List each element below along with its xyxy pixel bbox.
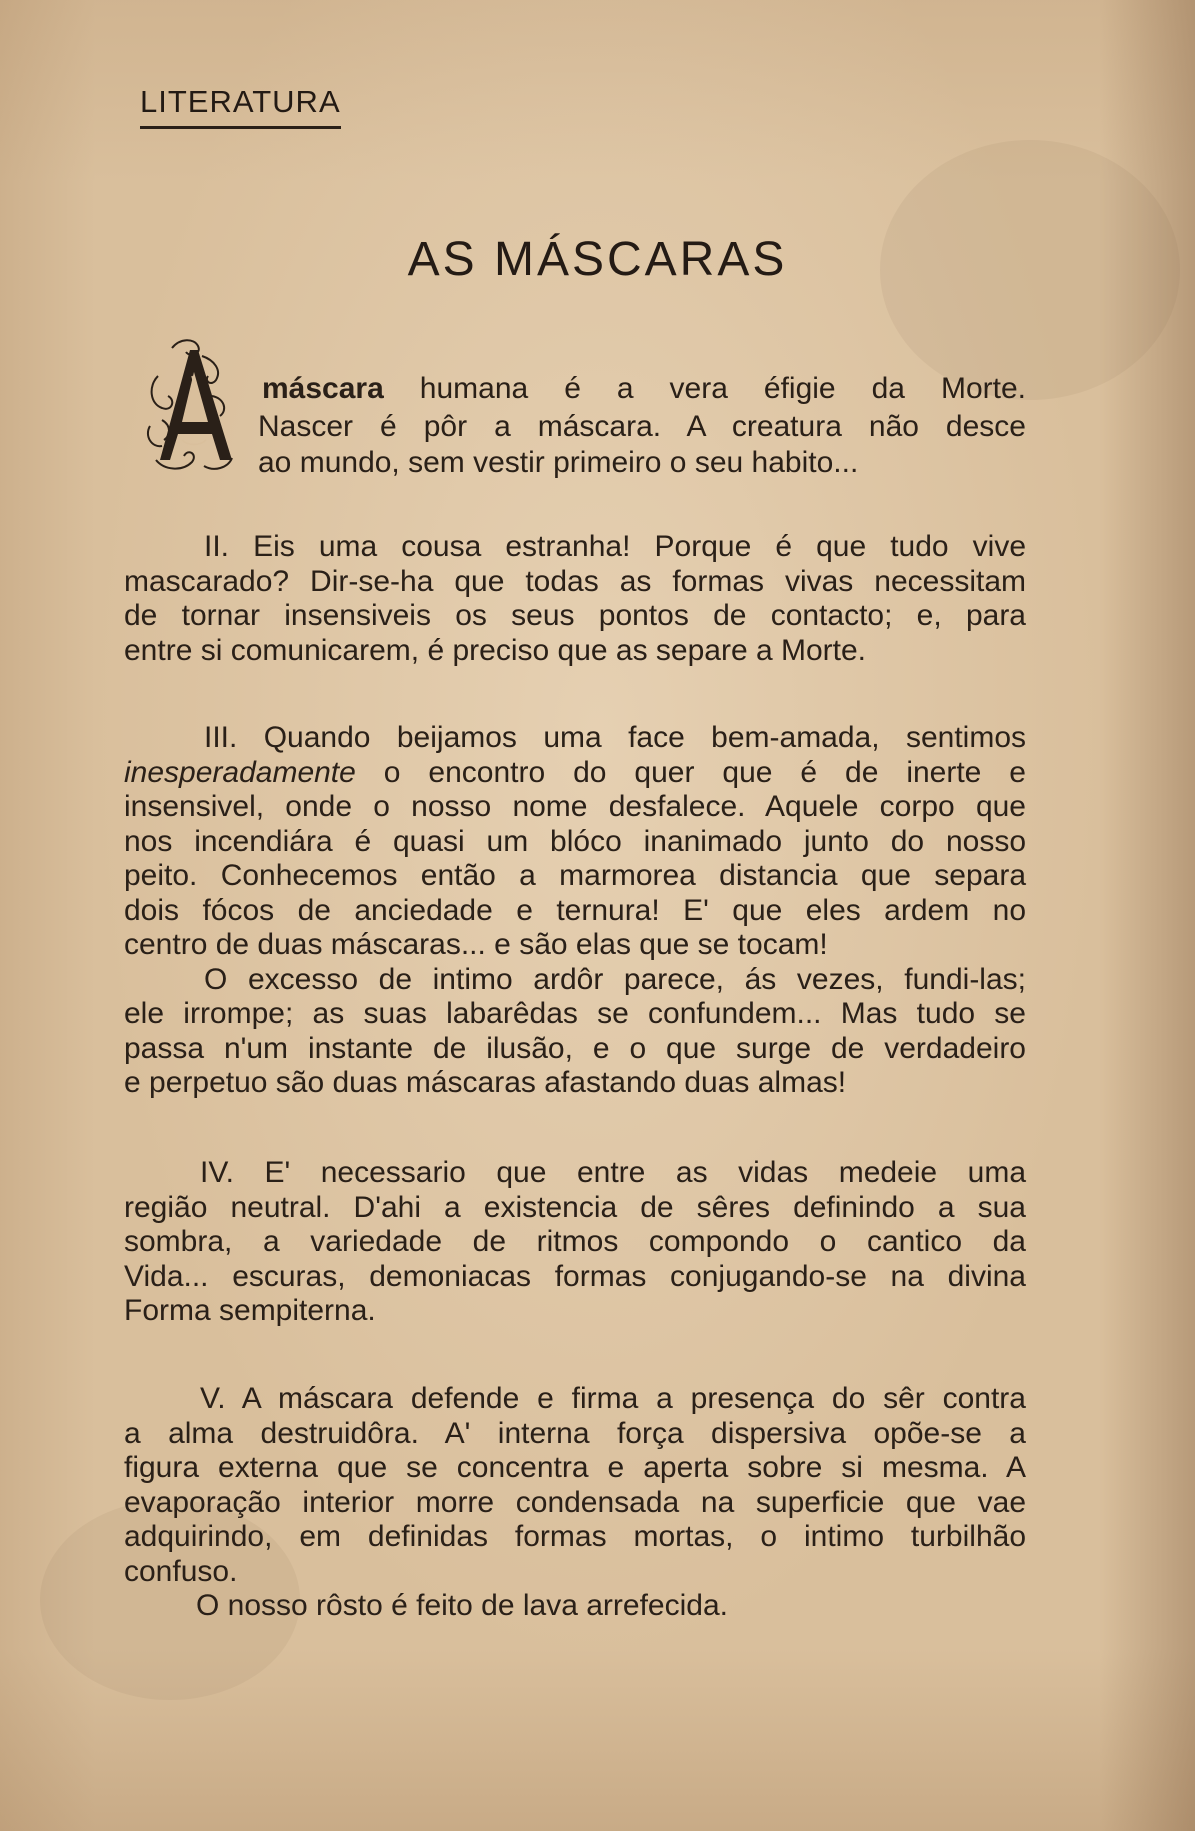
text-line: ao mundo, sem vestir primeiro o seu habito... xyxy=(258,446,859,479)
section-label: LITERATURA xyxy=(140,84,341,129)
paragraph-1-end xyxy=(258,446,958,481)
paragraph-2 xyxy=(124,530,1026,668)
paragraph-4 xyxy=(124,1156,1026,1329)
dropcap-ornament-icon xyxy=(142,336,242,476)
paragraph-1-cont xyxy=(258,410,1026,445)
text-line: peito. Conhecemos então a marmorea distancia que separa xyxy=(124,859,1026,892)
text-line: evaporação interior morre condensada na superficie que vae xyxy=(124,1485,1026,1519)
text-line: II. Eis uma cousa estranha! Porque é que tudo vive xyxy=(204,530,1026,563)
text-line: nos incendiára é quasi um blóco inanimado junto do nosso xyxy=(124,824,1026,858)
text-line: insensivel, onde o nosso nome desfalece. Aquele corpo que xyxy=(124,790,1026,823)
italic-word: inesperadamente xyxy=(124,755,356,789)
text-line: sombra, a variedade de ritmos compondo o cantico da xyxy=(124,1225,1026,1258)
text-line: figura externa que se concentra e aperta sobre si mesma. A xyxy=(124,1451,1026,1484)
text-span: humana é a vera éfigie da Morte. xyxy=(419,372,1026,405)
text-line: centro de duas máscaras... e são elas que se tocam! xyxy=(124,928,828,961)
paragraph-3 xyxy=(124,721,1026,1101)
text-line: ele irrompe; as suas labarêdas se confundem... Mas tudo se xyxy=(124,997,1026,1030)
text-line: passa n'um instante de ilusão, e o que surge de verdadeiro xyxy=(124,1031,1026,1065)
text-line: IV. E' necessario que entre as vidas medeie uma xyxy=(200,1156,1026,1189)
text-line: O nosso rôsto é feito de lava arrefecida. xyxy=(196,1589,728,1622)
text-line: a alma destruidôra. A' interna força dispersiva opõe-se a xyxy=(124,1416,1026,1450)
text-line: e perpetuo são duas máscaras afastando duas almas! xyxy=(124,1066,847,1099)
ornamental-dropcap xyxy=(142,336,242,476)
text-line: adquirindo, em definidas formas mortas, o intimo turbilhão xyxy=(124,1520,1026,1553)
article-title: AS MÁSCARAS xyxy=(407,233,788,286)
text-line: dois fócos de anciedade e ternura! E' que eles ardem no xyxy=(124,893,1026,927)
text-line: Vida... escuras, demoniacas formas conjugando-se na divina xyxy=(124,1259,1026,1293)
text-line: V. A máscara defende e firma a presença do sêr contra xyxy=(200,1382,1026,1415)
text-line: III. Quando beijamos uma face bem-amada, sentimos xyxy=(204,721,1026,754)
text-line xyxy=(262,372,1026,407)
text-line xyxy=(124,756,1026,791)
paragraph-5 xyxy=(124,1382,1026,1624)
text-line: mascarado? Dir-se-ha que todas as formas vivas necessitam xyxy=(124,564,1026,598)
text-line: entre si comunicarem, é preciso que as separe a Morte. xyxy=(124,633,867,667)
paragraph-1 xyxy=(262,372,1026,407)
text-line: de tornar insensiveis os seus pontos de contacto; e, para xyxy=(124,599,1026,632)
text-line: região neutral. D'ahi a existencia de sêres definindo a sua xyxy=(124,1190,1026,1224)
text-line: O excesso de intimo ardôr parece, ás vezes, fundi-las; xyxy=(204,962,1026,996)
text-line: confuso. xyxy=(124,1554,238,1588)
text-line: Forma sempiterna. xyxy=(124,1294,376,1327)
text-line: Nascer é pôr a máscara. A creatura não desce xyxy=(258,410,1026,443)
text-span: o encontro do quer que é de inerte e xyxy=(383,755,1026,789)
lead-word: máscara xyxy=(262,372,384,405)
